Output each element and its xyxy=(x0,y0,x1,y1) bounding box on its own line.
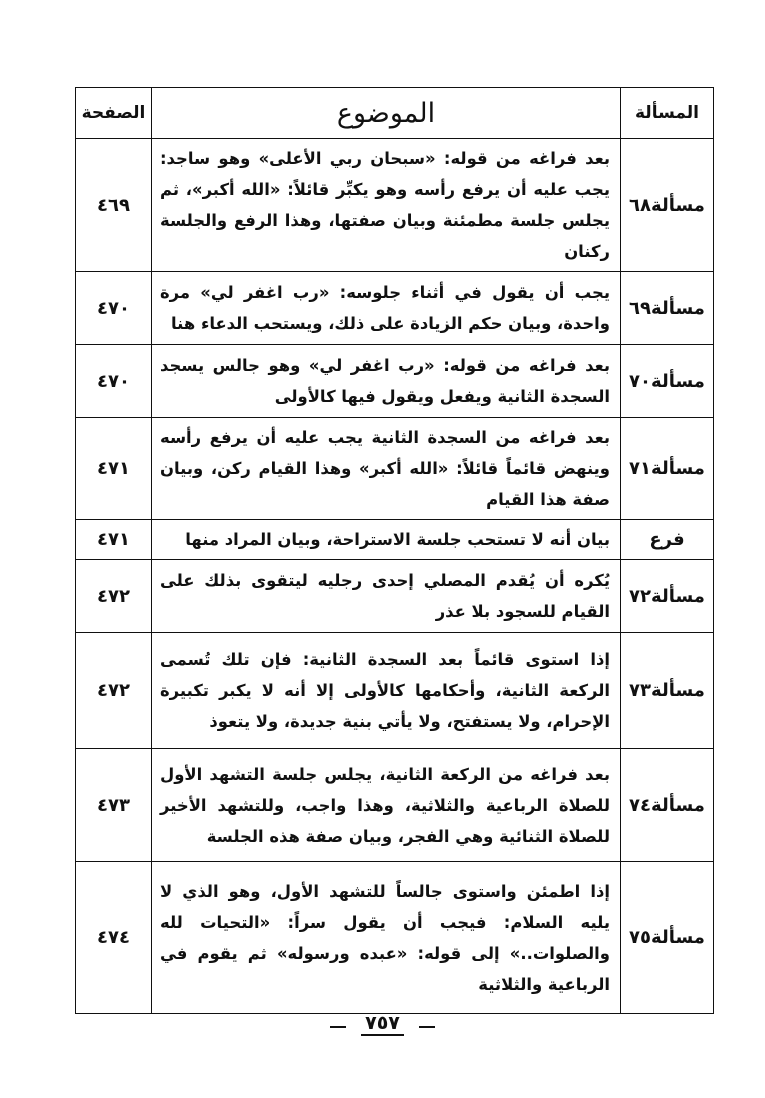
issue-cell: مسألة٧٥ xyxy=(621,862,714,1014)
page-cell: ٤٦٩ xyxy=(76,139,152,272)
table-row xyxy=(76,345,714,418)
page-cell: ٤٧٣ xyxy=(76,749,152,862)
topic-cell: بعد فراغه من قوله: «سبحان ربي الأعلى» وهو ساجد: يجب عليه أن يرفع رأسه وهو يكبِّر قائلاً: «الله أكبر»، ثم يجلس جلسة مطمئنة وبيان صفتها، وهذا الرفع والجلسة ركنان xyxy=(152,139,621,272)
page-cell: ٤٧٢ xyxy=(76,560,152,633)
issue-cell: مسألة٦٩ xyxy=(621,272,714,345)
footer-dash-right xyxy=(419,1012,435,1028)
issue-cell: مسألة٦٨ xyxy=(621,139,714,272)
page-cell: ٤٧٢ xyxy=(76,633,152,749)
topic-cell: يُكره أن يُقدم المصلي إحدى رجليه ليتقوى بذلك على القيام للسجود بلا عذر xyxy=(152,560,621,633)
table-row xyxy=(76,520,714,560)
page-cell: ٤٧١ xyxy=(76,520,152,560)
table-row xyxy=(76,418,714,520)
page-number: ٧٥٧ xyxy=(361,1012,404,1036)
table-row xyxy=(76,272,714,345)
issue-cell: مسألة٧٢ xyxy=(621,560,714,633)
topic-cell: يجب أن يقول في أثناء جلوسه: «رب اغفر لي» مرة واحدة، وبيان حكم الزيادة على ذلك، ويستحب الدعاء هنا xyxy=(152,272,621,345)
topic-cell: إذا استوى قائماً بعد السجدة الثانية: فإن تلك تُسمى الركعة الثانية، وأحكامها كالأولى إلا أنه لا يكبر تكبيرة الإحرام، ولا يستفتح، ولا يأتي بنية جديدة، ولا يتعوذ xyxy=(152,633,621,749)
issue-cell: فرع xyxy=(621,520,714,560)
header-issue: المسألة xyxy=(621,88,714,139)
table-row xyxy=(76,749,714,862)
issue-cell: مسألة٧٠ xyxy=(621,345,714,418)
table-row xyxy=(76,633,714,749)
header-topic: الموضوع xyxy=(152,88,621,139)
page-cell: ٤٧٠ xyxy=(76,345,152,418)
page-cell: ٤٧٤ xyxy=(76,862,152,1014)
table-row xyxy=(76,560,714,633)
header-page: الصفحة xyxy=(76,88,152,139)
topic-cell: بعد فراغه من السجدة الثانية يجب عليه أن يرفع رأسه وينهض قائماً قائلاً: «الله أكبر» وهذا القيام ركن، وبيان صفة هذا القيام xyxy=(152,418,621,520)
page-cell: ٤٧١ xyxy=(76,418,152,520)
index-table xyxy=(75,87,714,1014)
topic-cell: بعد فراغه من قوله: «رب اغفر لي» وهو جالس يسجد السجدة الثانية ويفعل ويقول فيها كالأولى xyxy=(152,345,621,418)
topic-cell: بعد فراغه من الركعة الثانية، يجلس جلسة التشهد الأول للصلاة الرباعية والثلاثية، وهذا واجب، وللتشهد الأخير للصلاة الثنائية وهي الفجر، وبيان صفة هذه الجلسة xyxy=(152,749,621,862)
table-row xyxy=(76,862,714,1014)
issue-cell: مسألة٧٣ xyxy=(621,633,714,749)
issue-cell: مسألة٧١ xyxy=(621,418,714,520)
issue-cell: مسألة٧٤ xyxy=(621,749,714,862)
topic-cell: بيان أنه لا تستحب جلسة الاستراحة، وبيان المراد منها xyxy=(152,520,621,560)
footer-dash-left xyxy=(330,1012,346,1028)
topic-cell: إذا اطمئن واستوى جالساً للتشهد الأول، وهو الذي لا يليه السلام: فيجب أن يقول سراً: «التحيات لله والصلوات..» إلى قوله: «عبده ورسوله» ثم يقوم في الرباعية والثلاثية xyxy=(152,862,621,1014)
table-row xyxy=(76,139,714,272)
page-footer xyxy=(0,1012,765,1036)
page-cell: ٤٧٠ xyxy=(76,272,152,345)
table-header-row xyxy=(76,88,714,139)
